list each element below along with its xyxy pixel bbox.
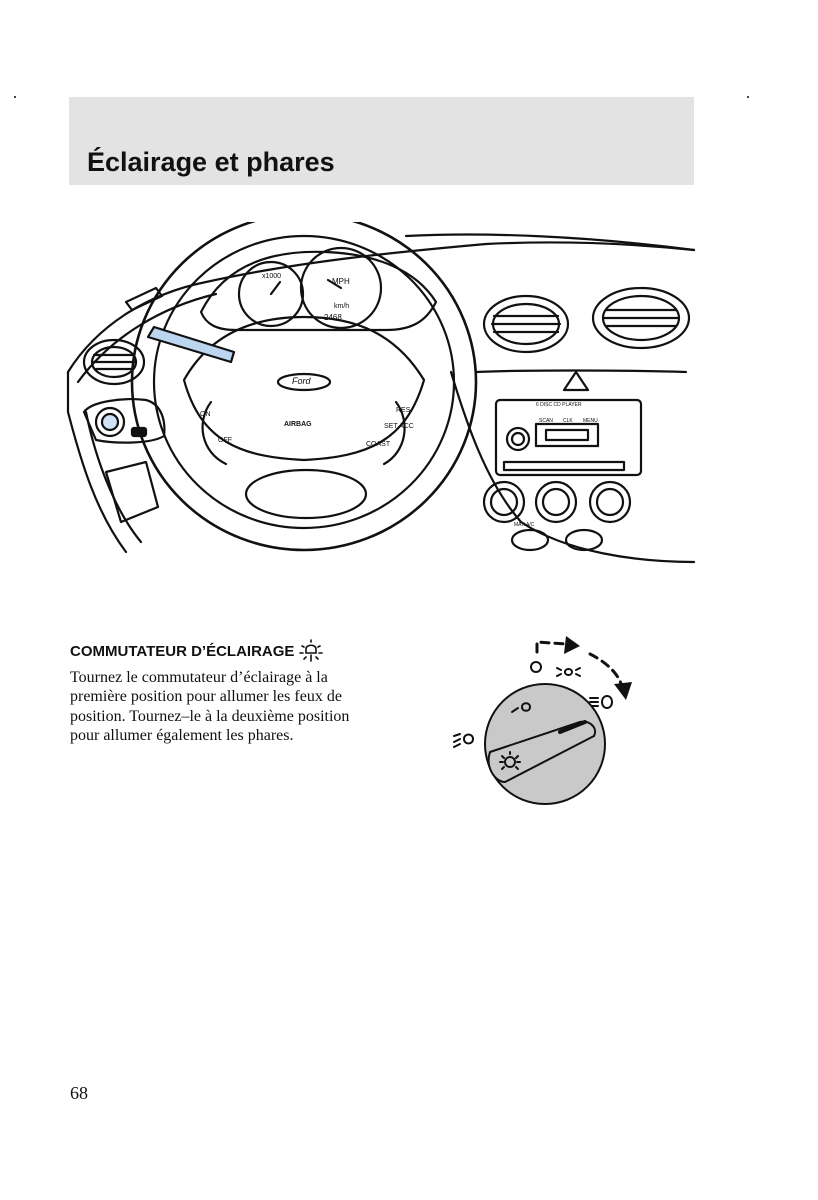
section-heading [70,638,324,664]
radio-scan: SCAN [539,418,553,424]
odometer-readout: 2468 [324,313,342,322]
off-position-icon [531,662,541,672]
speedometer-sub-units: km/h [334,303,350,310]
page-number: 68 [70,1083,88,1103]
radio-cd-label: 6 DISC CD PLAYER [536,402,582,408]
light-switch-knob-illustration [440,632,690,807]
cruise-res: RES [396,407,411,414]
crop-mark-right [747,96,749,98]
climate-max-ac: MAX A/C [514,522,535,528]
airbag-label: AIRBAG [284,421,312,428]
cruise-set-acc: SET ACC [384,423,414,430]
dashboard-illustration [66,222,696,612]
radio-clk: CLK [563,418,573,424]
tach-label: x1000 [262,273,282,280]
section-heading-text: COMMUTATEUR D’ÉCLAIRAGE [70,642,295,660]
radio-menu: MENU [583,418,598,424]
brand-badge: Ford [292,376,311,386]
cruise-off: OFF [218,437,232,444]
section-paragraph: Tournez le commutateur d’éclairage à la première position pour allumer les feux de position. Tournez–le à la deuxième position pour allumer également les phares. [70,669,350,744]
crop-mark-left [14,96,16,98]
speedometer-units: MPH [332,277,350,286]
cruise-coast: COAST [366,441,391,448]
chapter-header [69,97,694,185]
chapter-title: Éclairage et phares [87,147,335,177]
light-sun-icon [298,638,324,664]
cruise-on: ON [200,411,211,418]
